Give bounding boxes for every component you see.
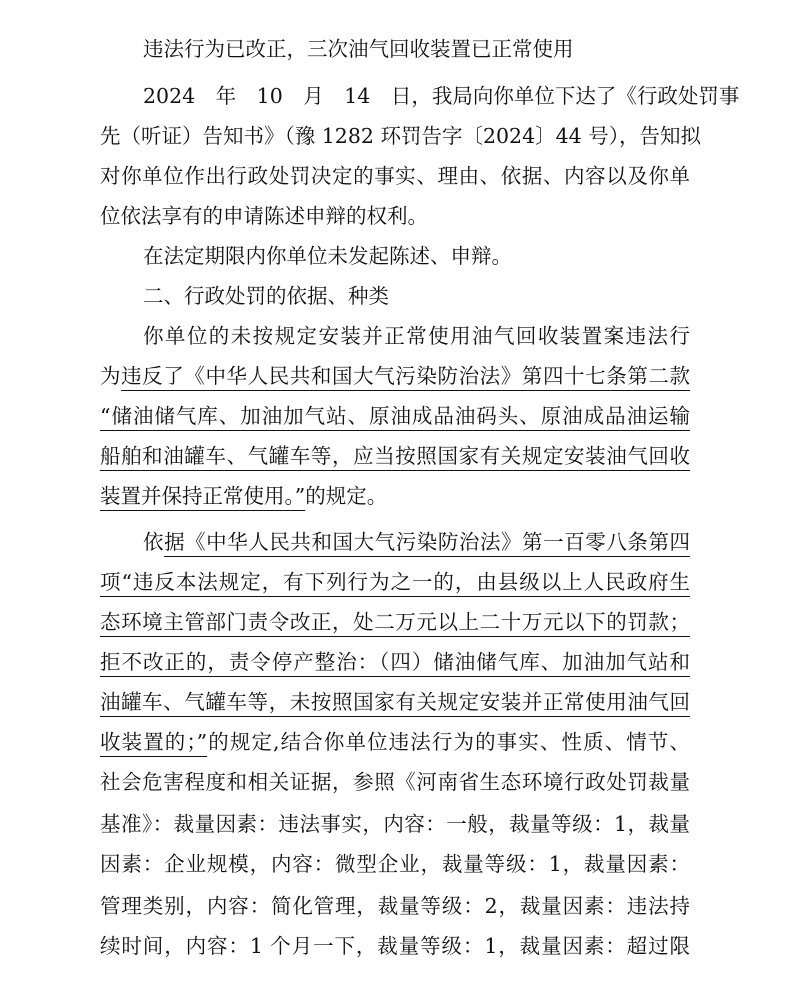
text-line (100, 804, 690, 844)
underlined-citation: 态环境主管部门责令改正，处二万元以上二十万元以下的罚款； (100, 610, 690, 634)
text-segment: 基准》：裁量因素：违法事实，内容：一般，裁量等级：1，裁量 (100, 812, 690, 836)
underlined-citation: 拒不改正的，责令停产整治：（四）储油储气库、加油加气站和 (100, 650, 690, 674)
section-heading (143, 276, 690, 316)
underlined-citation: 违反了《中华人民共和国大气污染防治法》第四十七条第二款 (121, 364, 690, 388)
underlined-citation: 项“违反本法规定，有下列行为之一的，由县级以上人民政府生 (100, 570, 690, 594)
text-segment: 对你单位作出行政处罚决定的事实、理由、依据、内容以及你单 (100, 164, 690, 188)
underlined-citation: 据《中华人民共和国大气污染防治法》第一百零八条第四 (164, 530, 691, 554)
text-segment: 违法行为已改正，三次油气回收装置已正常使用 (143, 37, 574, 61)
text-segment: 因素：企业规模，内容：微型企业，裁量等级：1，裁量因素： (100, 852, 690, 876)
text-line (100, 642, 690, 682)
underlined-citation: 船舶和油罐车、气罐车等，应当按照国家有关规定安装油气回收 (100, 444, 690, 468)
text-line (100, 356, 690, 396)
text-segment: 你单位的未按规定安装并正常使用油气回收装置案违法行 (143, 324, 690, 348)
underlined-citation: 收装置的；” (100, 730, 208, 754)
text-segment: 位依法享有的申请陈述申辩的权利。 (100, 204, 428, 228)
text-line (100, 156, 690, 196)
text-line (100, 682, 690, 722)
text-line (100, 436, 690, 476)
text-line (100, 762, 690, 802)
text-line (100, 602, 690, 642)
underlined-citation: “储油储气库、加油加气站、原油成品油码头、原油成品油运输 (100, 404, 690, 428)
text-segment: 的规定。 (305, 484, 388, 508)
text-segment: 二、行政处罚的依据、种类 (143, 284, 389, 308)
text-segment: 续时间，内容：1 个月一下，裁量等级：1，裁量因素：超过限 (100, 934, 690, 958)
underlined-citation: 油罐车、气罐车等，未按照国家有关规定安装并正常使用油气回 (100, 690, 690, 714)
text-line (143, 76, 740, 116)
text-segment: 的规定,结合你单位违法行为的事实、性质、情节、 (207, 730, 690, 754)
text-segment: 社会危害程度和相关证据，参照《河南省生态环境行政处罚裁量 (100, 770, 690, 794)
text-line (100, 196, 690, 236)
text-line (100, 562, 690, 602)
underlined-citation: 装置并保持正常使用。” (100, 484, 306, 508)
text-line (100, 476, 690, 516)
text-line (100, 722, 690, 762)
text-line (100, 116, 701, 156)
text-segment: 2024 年 10 月 14 日，我局向你单位下达了《行政处罚事 (143, 84, 740, 108)
text-segment: 为 (100, 364, 122, 388)
text-segment: 在法定期限内你单位未发起陈述、申辩。 (143, 244, 512, 268)
text-line (143, 236, 690, 276)
text-line (100, 396, 690, 436)
text-segment: 管理类别，内容：简化管理，裁量等级：2，裁量因素：违法持 (100, 894, 690, 918)
text-line (100, 926, 690, 966)
text-line (143, 29, 690, 69)
text-line (143, 522, 690, 562)
text-line (100, 844, 690, 884)
text-line (100, 886, 690, 926)
text-segment: 先（听证）告知书》（豫 1282 环罚告字〔2024〕44 号），告知拟 (100, 124, 701, 148)
text-line (143, 316, 690, 356)
text-segment: 依 (143, 530, 165, 554)
